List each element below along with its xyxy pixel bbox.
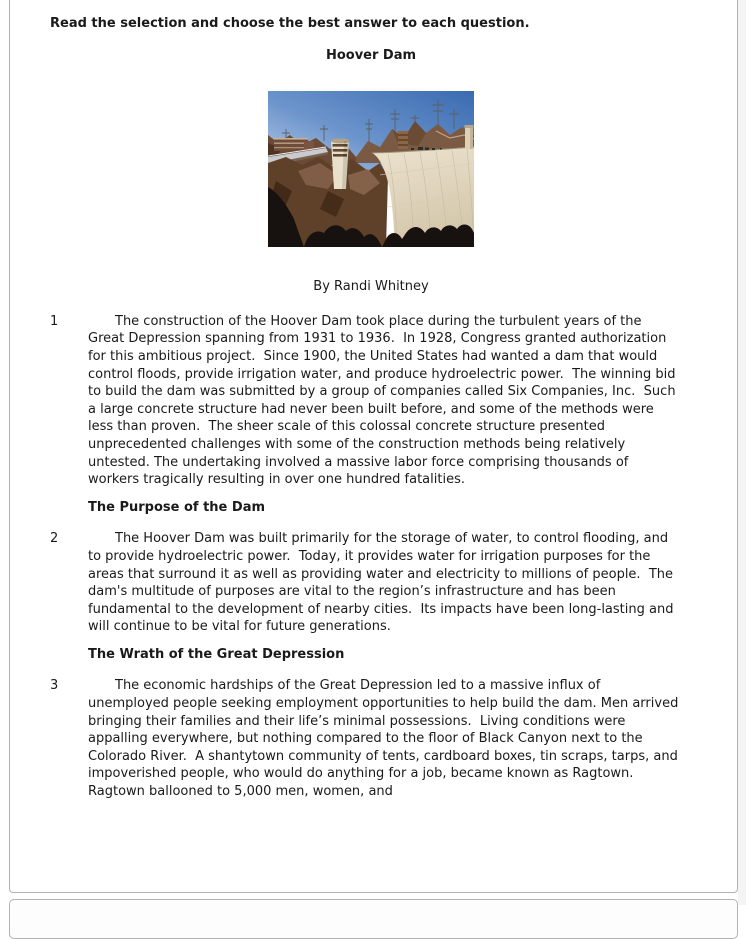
paragraph-2-number: 2 bbox=[50, 531, 59, 547]
paragraph-1-number: 1 bbox=[50, 313, 59, 329]
passage-body bbox=[50, 313, 692, 801]
lower-panel[interactable] bbox=[9, 899, 738, 939]
passage-title: Hoover Dam bbox=[325, 47, 417, 63]
passage-content bbox=[10, 0, 737, 801]
paragraph-2 bbox=[50, 530, 692, 636]
byline: By Randi Whitney bbox=[313, 279, 429, 295]
reading-passage-panel[interactable] bbox=[9, 0, 738, 893]
section-heading-purpose: The Purpose of the Dam bbox=[88, 499, 266, 515]
paragraph-3-text: The economic hardships of the Great Depression led to a massive influx of unemployed people seeking employment opportunities to help build the dam. Men arrived bringing their families and their life’s minimal possessions. Living conditions were appalling everywhere, but nothing compared to the floor of Black Canyon next to the Colorado River. A shantytown community of tents, cardboard boxes, tin scraps, tarps, and impoverished people, who would do anything for a job, became known as Ragtown. Ragtown ballooned to 5,000 men, women, and bbox=[88, 678, 683, 800]
paragraph-3-number: 3 bbox=[50, 678, 59, 694]
paragraph-3 bbox=[50, 677, 692, 800]
paragraph-1 bbox=[50, 313, 692, 489]
section-heading-wrath: The Wrath of the Great Depression bbox=[88, 646, 345, 662]
paragraph-2-text: The Hoover Dam was built primarily for the storage of water, to control flooding, and to provide hydroelectric power. Today, it provides water for irrigation purposes for the areas that surround it as well as providing water and electricity to millions of people. The dam's multitude of purposes are vital to the region’s infrastructure and has been fundamental to the development of nearby cities. Its impacts have been long-lasting and will continue to be vital for future generations. bbox=[88, 531, 678, 635]
paragraph-1-text: The construction of the Hoover Dam took place during the turbulent years of the Great Depression spanning from 1931 to 1936. In 1928, Congress granted authorization for this ambitious project. Since 1900, the United States had wanted a dam that would control floods, provide irrigation water, and produce hydroelectric power. The winning bid to build the dam was submitted by a group of companies called Six Companies, Inc. Such a large concrete structure had never been built before, and some of the methods were less than proven. The sheer scale of this colossal concrete structure presented unprecedented challenges with some of the construction methods being relatively untested. The undertaking involved a massive labor force comprising thousands of workers tragically resulting in over one hundred fatalities. bbox=[88, 313, 680, 488]
instruction-text: Read the selection and choose the best answer to each question. bbox=[50, 16, 530, 31]
scrollbar-track[interactable] bbox=[738, 0, 746, 905]
hoover-dam-photo bbox=[268, 91, 474, 247]
passage-image-container bbox=[50, 91, 692, 247]
